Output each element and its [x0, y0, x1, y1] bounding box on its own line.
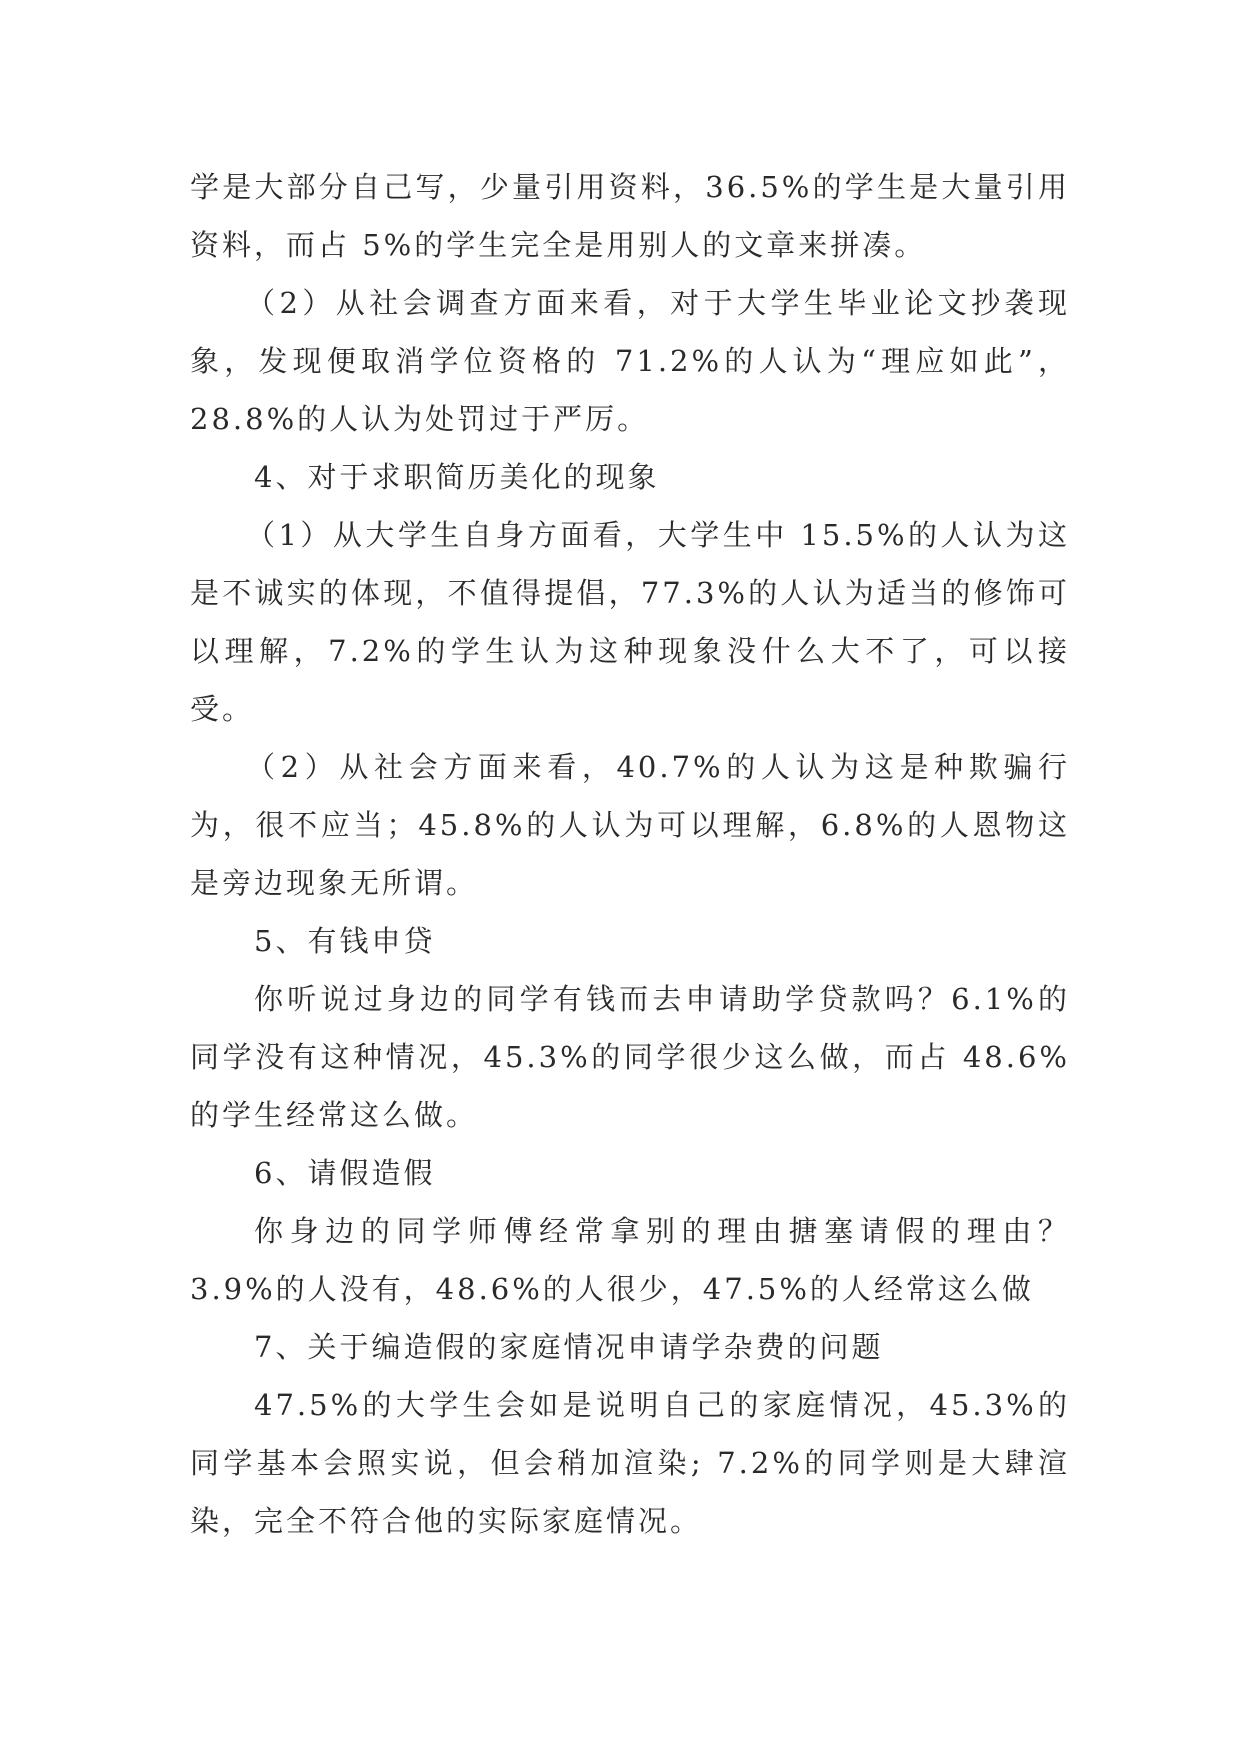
paragraph-social-survey-plagiarism: （2）从社会调查方面来看，对于大学生毕业论文抄袭现象，发现便取消学位资格的 71.2%的人认为“理应如此”，28.8%的人认为处罚过于严厉。 [190, 286, 1070, 436]
paragraph-loan: 你听说过身边的同学有钱而去申请助学贷款吗？6.1%的同学没有这种情况，45.3%的同学很少这么做，而占 48.6%的学生经常这么做。 [190, 982, 1070, 1132]
paragraph-family-situation: 47.5%的大学生会如是说明自己的家庭情况，45.3%的同学基本会照实说，但会稍加渲染; 7.2%的同学则是大肆渲染，完全不符合他的实际家庭情况。 [190, 1388, 1070, 1538]
paragraph-leave: 你身边的同学师傅经常拿别的理由搪塞请假的理由？3.9%的人没有，48.6%的人很少，47.5%的人经常这么做 [190, 1214, 1070, 1306]
document-body [190, 158, 1070, 1550]
section-heading-loan: 5、有钱申贷 [254, 924, 436, 958]
section-heading-leave: 6、请假造假 [254, 1156, 436, 1190]
section-heading-resume: 4、对于求职简历美化的现象 [254, 460, 660, 494]
section-heading-family-situation: 7、关于编造假的家庭情况申请学杂费的问题 [254, 1330, 884, 1364]
paragraph-student-resume-view: （1）从大学生自身方面看，大学生中 15.5%的人认为这是不诚实的体现，不值得提倡，77.3%的人认为适当的修饰可以理解，7.2%的学生认为这种现象没什么大不了，可以接受。 [190, 518, 1070, 726]
paragraph-continuation: 学是大部分自己写，少量引用资料，36.5%的学生是大量引用资料，而占 5%的学生完全是用别人的文章来拼凑。 [190, 170, 1070, 262]
paragraph-social-resume-view: （2）从社会方面来看，40.7%的人认为这是种欺骗行为，很不应当；45.8%的人认为可以理解，6.8%的人恩物这是旁边现象无所谓。 [190, 750, 1070, 900]
